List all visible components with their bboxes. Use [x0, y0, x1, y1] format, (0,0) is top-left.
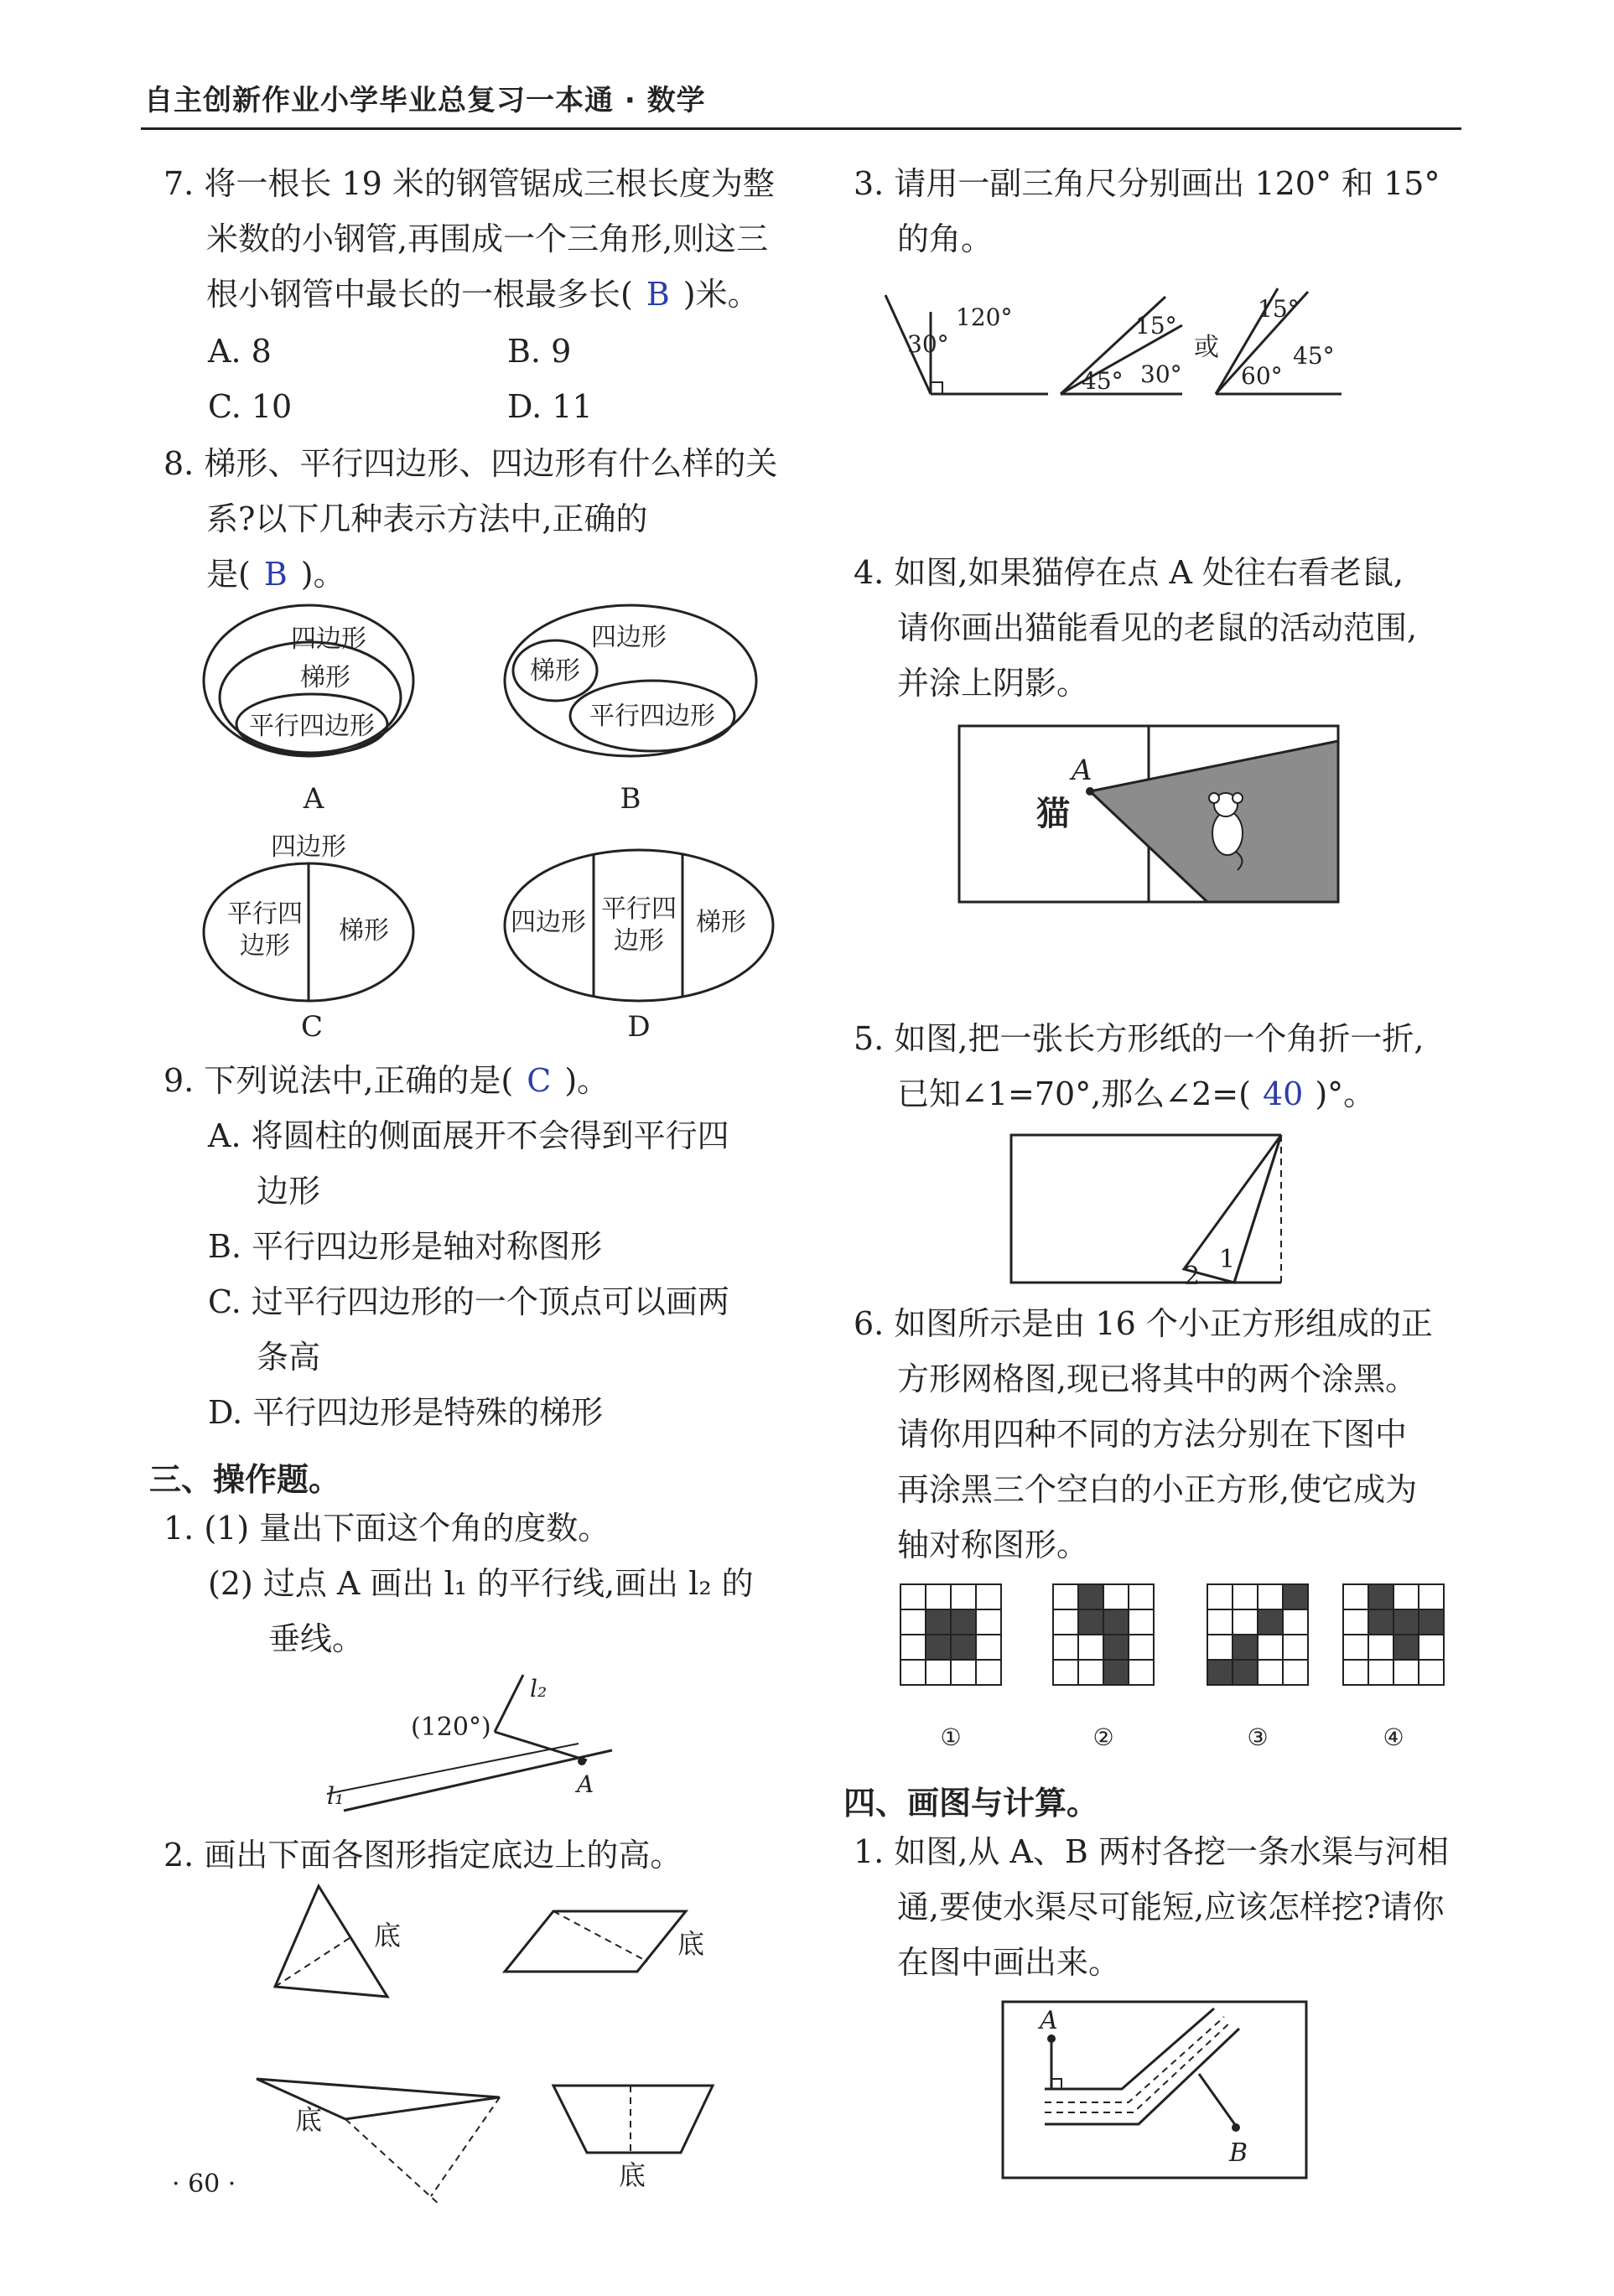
header-title: 自主创新作业小学毕业总复习一本通 · 数学	[144, 84, 706, 117]
venn-c-letter: C	[300, 1010, 324, 1044]
q3-label-15a: 15°	[1135, 312, 1177, 339]
venn-d-letter: D	[627, 1010, 651, 1044]
grid-2-label: ②	[1092, 1723, 1114, 1751]
q5-angle-2-label: 2	[1184, 1262, 1201, 1291]
triangle-1-base-label: 底	[374, 1920, 402, 1951]
q9-option-d: D. 平行四边形是特殊的梯形	[208, 1394, 604, 1431]
canal-a-right-angle	[1051, 2079, 1061, 2089]
q3-label-120: 120°	[956, 303, 1013, 331]
q9-option-a: A. 将圆柱的侧面展开不会得到平行四	[208, 1117, 729, 1154]
venn-c-title: 四边形	[271, 832, 346, 862]
q9-option-c: C. 过平行四边形的一个顶点可以画两	[208, 1283, 729, 1320]
venn-d-left-label: 四边形	[511, 908, 586, 937]
q7-line2: 米数的小钢管,再围成一个三角形,则这三	[206, 220, 769, 257]
q7-answer: B	[646, 276, 670, 313]
triangle-2-base-label: 底	[295, 2104, 323, 2136]
q9-line1-pre: 9. 下列说法中,正确的是(	[163, 1062, 514, 1099]
venn-d-mid-line2: 边形	[614, 926, 664, 956]
parallelogram-base-label: 底	[677, 1928, 705, 1960]
village-a-label: A	[1040, 2006, 1058, 2035]
venn-b-letter: B	[620, 782, 641, 816]
q5-answer: 40	[1262, 1075, 1304, 1112]
q3-label-60: 60°	[1241, 362, 1283, 390]
q7-line3-post: )米。	[682, 276, 760, 313]
op1-line1: 1. (1) 量出下面这个角的度数。	[163, 1510, 610, 1547]
op1-line3: 垂线。	[268, 1620, 365, 1657]
q7-line1: 7. 将一根长 19 米的钢管锯成三根长度为整	[163, 165, 775, 202]
section4-title: 四、画图与计算。	[843, 1785, 1099, 1822]
q4-line2: 请你画出猫能看见的老鼠的活动范围,	[897, 609, 1418, 646]
q9-option-c-cont: 条高	[257, 1339, 321, 1376]
venn-a-letter: A	[303, 782, 324, 816]
q6-line2: 方形网格图,现已将其中的两个涂黑。	[897, 1360, 1418, 1397]
canal-b	[1199, 2074, 1236, 2126]
q5-line1: 5. 如图,把一张长方形纸的一个角折一折,	[854, 1020, 1425, 1057]
venn-a-mid-label: 梯形	[300, 663, 350, 692]
venn-b-left-label: 梯形	[530, 656, 580, 686]
q8-line3-pre: 是(	[206, 556, 251, 593]
page-number: · 60 ·	[172, 2169, 236, 2199]
q5-line2-post: )°。	[1315, 1075, 1376, 1112]
venn-a-outer-label: 四边形	[291, 625, 366, 654]
q3-label-30a: 30°	[907, 330, 949, 358]
q9-option-a-cont: 边形	[257, 1173, 321, 1210]
q7-option-b: B. 9	[507, 333, 572, 370]
q41-line3: 在图中画出来。	[897, 1944, 1121, 1981]
op1-line2: (2) 过点 A 画出 l₁ 的平行线,画出 l₂ 的	[208, 1565, 754, 1602]
trapezoid-base-label: 底	[619, 2159, 646, 2191]
venn-a-inner-label: 平行四边形	[249, 712, 375, 741]
q4-a-label: A	[1072, 754, 1092, 787]
a-label: A	[577, 1770, 594, 1798]
grid-3-label: ③	[1247, 1723, 1269, 1751]
q6-line5: 轴对称图形。	[897, 1526, 1089, 1563]
q5-line2-pre: 已知∠1=70°,那么∠2=(	[897, 1075, 1251, 1112]
river-middle-2	[1045, 2022, 1231, 2112]
grid-4-label: ④	[1383, 1723, 1404, 1751]
q8-line2: 系?以下几种表示方法中,正确的	[206, 500, 648, 537]
q7-option-a: A. 8	[208, 333, 272, 370]
q6-line4: 再涂黑三个空白的小正方形,使它成为	[897, 1471, 1418, 1508]
venn-c-left-line1: 平行四	[227, 899, 303, 929]
q8-answer: B	[263, 556, 288, 593]
q3-label-45b: 45°	[1293, 342, 1335, 370]
q9-line1-post: )。	[564, 1062, 610, 1099]
q7-line3-pre: 根小钢管中最长的一根最多长(	[206, 276, 633, 313]
venn-c-left-line2: 边形	[240, 931, 290, 961]
venn-d-mid-line1: 平行四	[601, 894, 677, 924]
village-b-label: B	[1229, 2138, 1248, 2168]
section3-title: 三、操作题。	[149, 1461, 341, 1498]
q3-label-30b: 30°	[1140, 360, 1182, 388]
venn-b-right-label: 平行四边形	[589, 702, 715, 731]
q41-line2: 通,要使水渠尽可能短,应该怎样挖?请你	[897, 1889, 1445, 1925]
q3-line1: 3. 请用一副三角尺分别画出 120° 和 15°	[854, 165, 1440, 202]
q7-option-c: C. 10	[208, 388, 293, 425]
river-bank-lower	[1045, 2029, 1239, 2124]
q4-line3: 并涂上阴影。	[897, 665, 1089, 702]
q7-option-d: D. 11	[507, 388, 593, 425]
q8-line3-post: )。	[300, 556, 345, 593]
q3-label-45a: 45°	[1082, 367, 1124, 395]
q4-line1: 4. 如图,如果猫停在点 A 处往右看老鼠,	[854, 554, 1404, 591]
venn-c-right-label: 梯形	[339, 916, 389, 946]
q5-angle-1-label: 1	[1219, 1245, 1236, 1274]
op2-line: 2. 画出下面各图形指定底边上的高。	[163, 1837, 682, 1874]
l1-label: l₁	[327, 1782, 345, 1810]
q6-line3: 请你用四种不同的方法分别在下图中	[897, 1416, 1408, 1453]
q3-line2: 的角。	[897, 220, 994, 257]
q6-line1: 6. 如图所示是由 16 个小正方形组成的正	[854, 1305, 1433, 1342]
q3-label-15b: 15°	[1258, 295, 1300, 323]
q9-answer: C	[527, 1062, 552, 1099]
q9-option-b: B. 平行四边形是轴对称图形	[208, 1228, 603, 1265]
q3-or: 或	[1194, 333, 1219, 362]
q4-cat-label: 猫	[1036, 794, 1070, 833]
l2-label: l₂	[530, 1675, 548, 1703]
q41-line1: 1. 如图,从 A、B 两村各挖一条水渠与河相	[854, 1833, 1449, 1870]
venn-d-right-label: 梯形	[696, 908, 746, 937]
venn-b-outer-label: 四边形	[591, 623, 667, 652]
q8-line1: 8. 梯形、平行四边形、四边形有什么样的关	[163, 445, 778, 482]
grid-1-label: ①	[940, 1723, 962, 1751]
angle-label: (120°)	[411, 1713, 491, 1742]
village-a	[1047, 2034, 1056, 2043]
village-b	[1232, 2123, 1240, 2132]
